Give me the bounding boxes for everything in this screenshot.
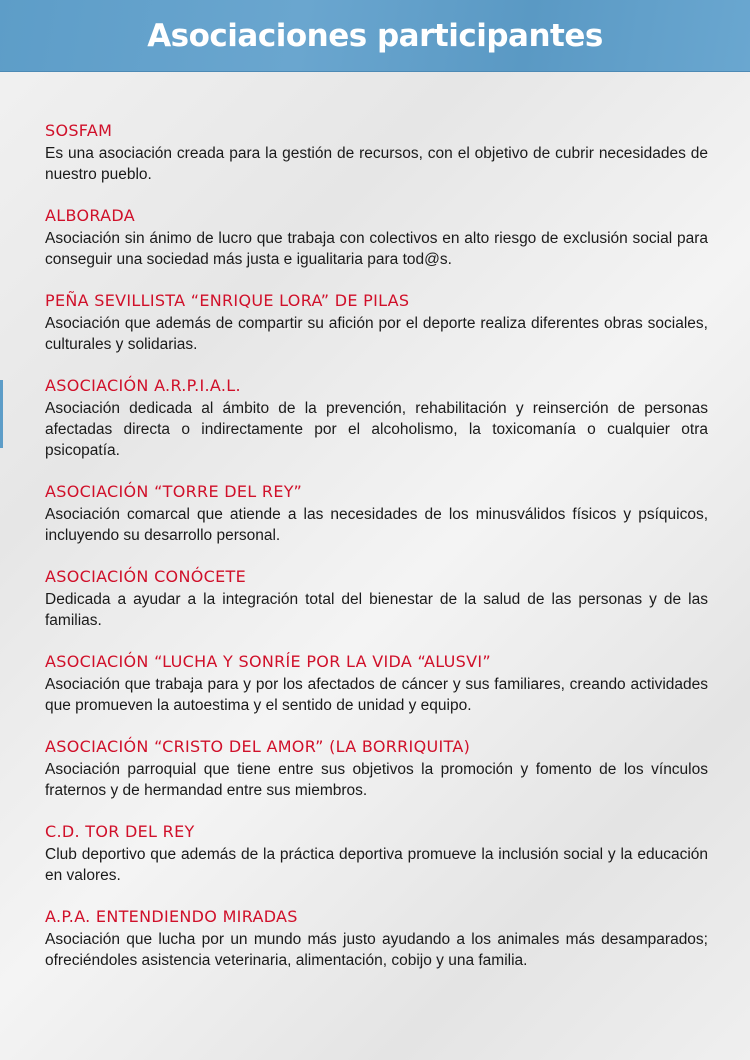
association-name: C.D. TOR DEL REY xyxy=(45,822,195,841)
association-entry xyxy=(45,736,708,801)
association-entry xyxy=(45,651,708,716)
association-name: ASOCIACIÓN “CRISTO DEL AMOR” (LA BORRIQUITA) xyxy=(45,737,471,756)
page-title: Asociaciones participantes xyxy=(147,17,603,54)
association-entry xyxy=(45,120,708,185)
association-name: A.P.A. ENTENDIENDO MIRADAS xyxy=(45,907,298,926)
association-name: ASOCIACIÓN CONÓCETE xyxy=(45,567,246,586)
association-entry xyxy=(45,906,708,971)
association-entry xyxy=(45,290,708,355)
association-name: ASOCIACIÓN A.R.P.I.A.L. xyxy=(45,376,241,395)
association-description: Asociación que trabaja para y por los afectados de cáncer y sus familiares, creando actividades que promueven la autoestima y el sentido de unidad y equipo. xyxy=(45,676,708,714)
association-description: Asociación parroquial que tiene entre sus objetivos la promoción y fomento de los vínculos fraternos y de hermandad entre sus miembros. xyxy=(45,761,708,799)
association-description: Dedicada a ayudar a la integración total del bienestar de la salud de las personas y de las familias. xyxy=(45,591,708,629)
association-name: ALBORADA xyxy=(45,206,135,225)
edge-marker xyxy=(0,380,3,448)
association-description: Asociación sin ánimo de lucro que trabaja con colectivos en alto riesgo de exclusión social para conseguir una sociedad más justa e igualitaria para tod@s. xyxy=(45,230,708,268)
association-name: ASOCIACIÓN “LUCHA Y SONRÍE POR LA VIDA “ALUSVI” xyxy=(45,652,491,671)
association-name: ASOCIACIÓN “TORRE DEL REY” xyxy=(45,482,303,501)
association-name: PEÑA SEVILLISTA “ENRIQUE LORA” DE PILAS xyxy=(45,291,410,310)
header-banner xyxy=(0,0,750,72)
association-entry xyxy=(45,205,708,270)
association-description: Es una asociación creada para la gestión de recursos, con el objetivo de cubrir necesidades de nuestro pueblo. xyxy=(45,145,708,183)
association-entry xyxy=(45,481,708,546)
association-entry xyxy=(45,821,708,886)
association-description: Asociación dedicada al ámbito de la prevención, rehabilitación y reinserción de personas afectadas directa o indirectamente por el alcoholismo, la toxicomanía o cualquier otra psicopatía. xyxy=(45,400,708,459)
association-name: SOSFAM xyxy=(45,121,113,140)
association-entry xyxy=(45,375,708,461)
association-description: Asociación que lucha por un mundo más justo ayudando a los animales más desamparados; ofreciéndoles asistencia veterinaria, alimentación, cobijo y una familia. xyxy=(45,931,708,969)
association-description: Asociación comarcal que atiende a las necesidades de los minusválidos físicos y psíquicos, incluyendo su desarrollo personal. xyxy=(45,506,708,544)
association-description: Club deportivo que además de la práctica deportiva promueve la inclusión social y la educación en valores. xyxy=(45,846,708,884)
associations-list xyxy=(45,120,708,991)
association-description: Asociación que además de compartir su afición por el deporte realiza diferentes obras sociales, culturales y solidarias. xyxy=(45,315,708,353)
association-entry xyxy=(45,566,708,631)
